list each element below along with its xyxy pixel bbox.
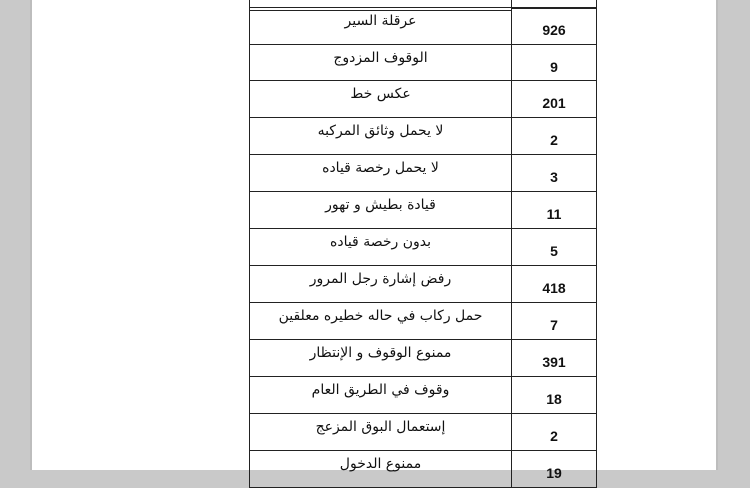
table-cell-count: 7 [511,302,597,340]
table-row [249,44,598,81]
table-cell-count: 391 [511,339,597,377]
table-cell-violation: حمل ركاب في حاله خطيره معلقين [249,302,512,340]
right-margin [718,0,750,470]
document-page [30,0,718,481]
table-cell-count: 19 [511,450,597,488]
table-row [249,117,598,155]
table-cell-violation: عكس خط [249,80,512,118]
table-row [249,7,598,45]
table-cell-violation: رفض إشارة رجل المرور [249,265,512,303]
table-cell-violation: بدون رخصة قياده [249,228,512,266]
table-cell-count: 18 [511,376,597,414]
table-cell-count: 9 [511,44,597,81]
table-cell-violation: قيادة بطيش و تهور [249,191,512,229]
table-row [249,80,598,118]
table-row [249,339,598,377]
table-row [249,302,598,340]
table-row [249,191,598,229]
table-cell-count: 2 [511,117,597,155]
table-cell-count: 418 [511,265,597,303]
table-row [249,450,598,488]
table-cell-count: 926 [511,7,597,45]
table-cell-count: 2 [511,413,597,451]
table-row [249,154,598,192]
table-row [249,228,598,266]
table-cell-violation: لا يحمل وثائق المركبه [249,117,512,155]
table-cell-violation: ممنوع الوقوف و الإنتظار [249,339,512,377]
table-cell-count: 5 [511,228,597,266]
table-cell-count: 11 [511,191,597,229]
table-cell-violation: الوقوف المزدوج [249,44,512,81]
table-cell-violation: لا يحمل رخصة قياده [249,154,512,192]
table-cell-count: 201 [511,80,597,118]
table-cell-violation: عرقلة السير [249,7,512,45]
table-row [249,376,598,414]
table-cell-count: 3 [511,154,597,192]
table-row [249,265,598,303]
table-row [249,413,598,451]
table-cell-violation: إستعمال البوق المزعج [249,413,512,451]
table-cell-violation: وقوف في الطريق العام [249,376,512,414]
violations-table [249,0,598,481]
table-cell-violation: ممنوع الدخول [249,450,512,488]
